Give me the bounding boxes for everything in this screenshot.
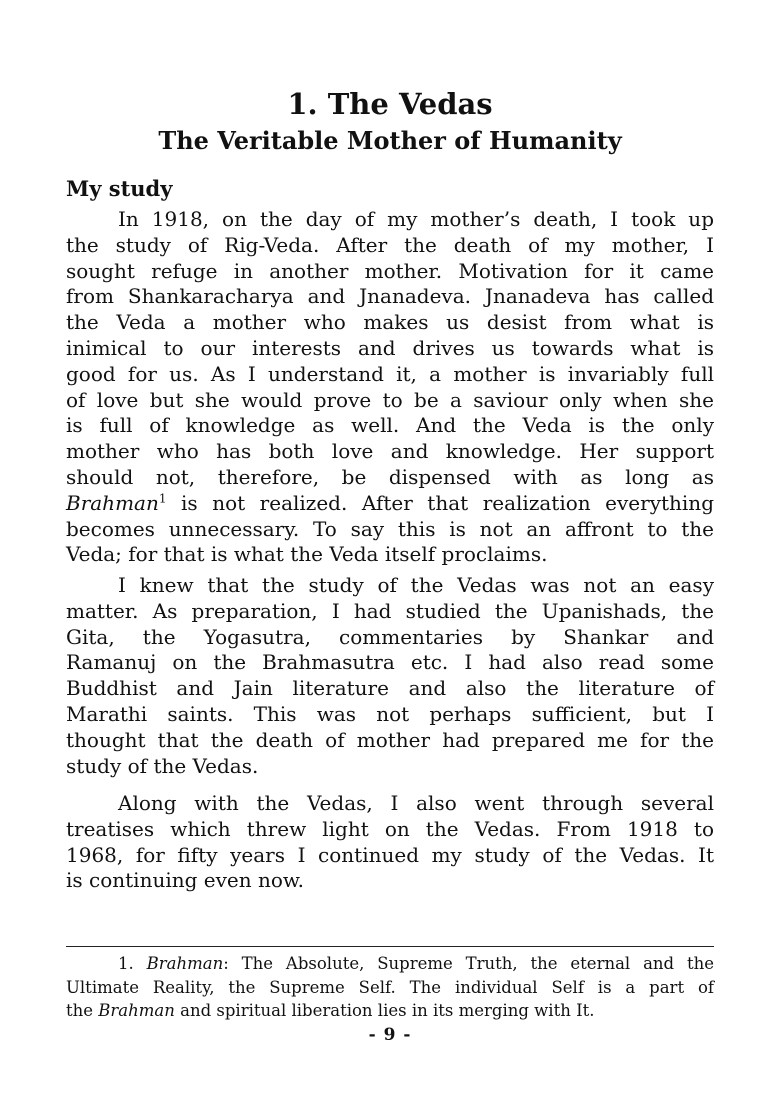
footnote-term: Brahman — [98, 1001, 175, 1020]
section-heading: My study — [66, 176, 173, 201]
text-line: good for us. As I understand it, a mother is invariably full — [66, 361, 714, 386]
footnote-text: and spiritual liberation lies in its merging with It. — [180, 1001, 595, 1020]
text-line: Buddhist and Jain literature and also the literature of — [66, 676, 714, 701]
text-line: Ramanuj on the Brahmasutra etc. I had also read some — [66, 650, 714, 675]
text-line: Veda; for that is what the Veda itself proclaims. — [66, 542, 548, 567]
footnote-divider — [66, 946, 714, 947]
text-line: 1968, for fifty years I continued my study of the Vedas. It — [66, 842, 714, 867]
footnote-text: the — [66, 1001, 94, 1020]
text-line: Along with the Vedas, I also went through several — [118, 791, 714, 815]
chapter-title: 1. The Vedas — [287, 87, 493, 121]
text-line: becomes unnecessary. To say this is not an affront to the — [66, 516, 714, 541]
footnote — [66, 952, 714, 1023]
footnote-marker: 1 — [158, 491, 167, 506]
text-line: inimical to our interests and drives us towards what is — [66, 335, 714, 360]
footnote-number: 1. — [118, 954, 134, 973]
text-line: I knew that the study of the Vedas was not an easy — [118, 573, 714, 597]
paragraph-1 — [66, 207, 714, 568]
chapter-subtitle: The Veritable Mother of Humanity — [158, 126, 622, 155]
text-line: study of the Vedas. — [66, 753, 259, 778]
text-line: Marathi saints. This was not perhaps sufficient, but I — [66, 701, 714, 726]
text-line: sought refuge in another mother. Motivation for it came — [66, 258, 714, 283]
text-line-with-footnote — [66, 491, 714, 517]
text-line: thought that the death of mother had prepared me for the — [66, 727, 714, 752]
text-line: matter. As preparation, I had studied the Upanishads, the — [66, 598, 714, 623]
footnote-text: : The Absolute, Supreme Truth, the eternal and the — [223, 954, 714, 973]
page-number: - 9 - — [368, 1025, 412, 1045]
brahman-term: Brahman — [66, 490, 159, 515]
text-line: should not, therefore, be dispensed with as long as — [66, 464, 714, 489]
text-line: from Shankaracharya and Jnanadeva. Jnanadeva has called — [66, 284, 714, 309]
footnote-line: Ultimate Reality, the Supreme Self. The individual Self is a part of — [66, 977, 714, 997]
text-line: mother who has both love and knowledge. Her support — [66, 439, 714, 464]
text-line-rest: is not realized. After that realization everything — [181, 490, 714, 515]
text-line: the study of Rig-Veda. After the death of my mother, I — [66, 232, 714, 257]
footnote-line — [66, 999, 714, 1023]
text-line: of love but she would prove to be a saviour only when she — [66, 387, 714, 412]
text-line: the Veda a mother who makes us desist from what is — [66, 310, 714, 335]
text-line: is full of knowledge as well. And the Veda is the only — [66, 413, 714, 438]
footnote-line — [66, 952, 714, 976]
footnote-term: Brahman — [146, 954, 224, 973]
paragraph-3 — [66, 791, 714, 894]
text-line: is continuing even now. — [66, 868, 305, 893]
text-line: Gita, the Yogasutra, commentaries by Shankar and — [66, 624, 714, 649]
text-line: treatises which threw light on the Vedas. From 1918 to — [66, 816, 714, 841]
text-line: In 1918, on the day of my mother’s death, I took up — [118, 207, 714, 231]
paragraph-2 — [66, 573, 714, 779]
